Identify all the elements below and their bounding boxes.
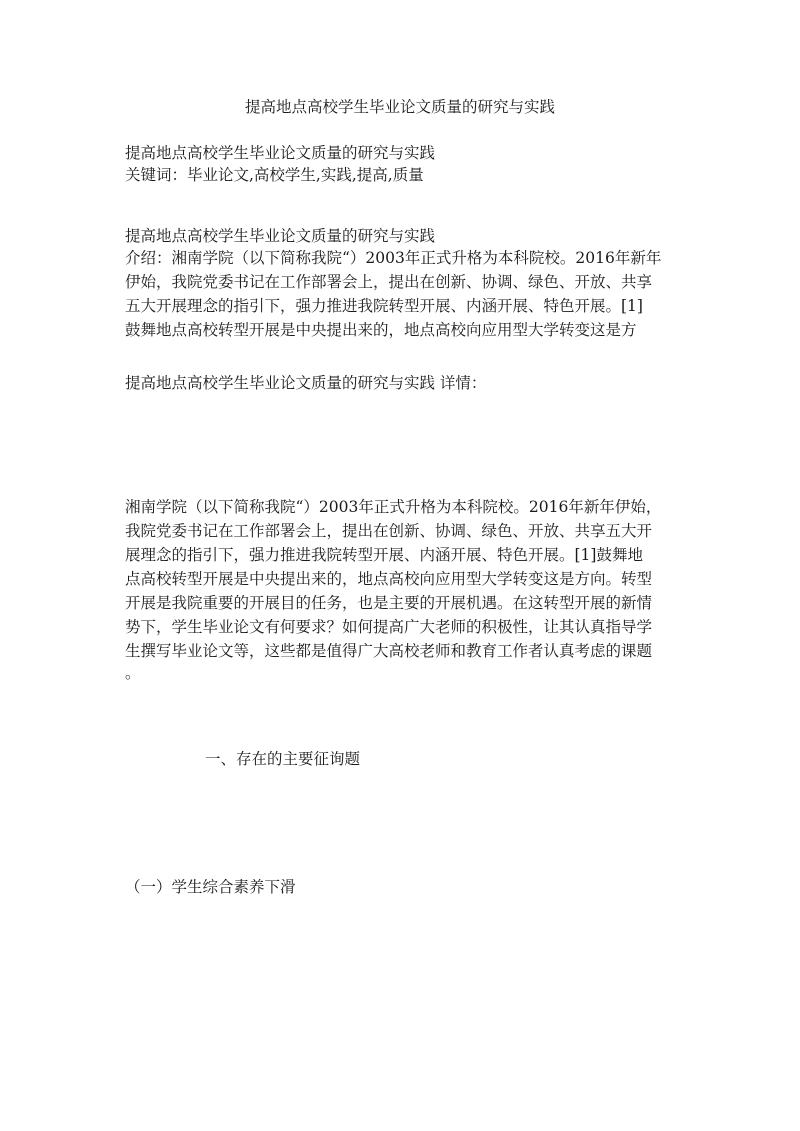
section-heading: 一、存在的主要征询题 bbox=[205, 750, 361, 768]
intro-line: 五大开展理念的指引下，强力推进我院转型开展、内涵开展、特色开展。[1] bbox=[125, 297, 643, 315]
details-heading: 提高地点高校学生毕业论文质量的研究与实践 详情： bbox=[125, 374, 487, 392]
keywords-line: 关键词：毕业论文,高校学生,实践,提高,质量 bbox=[125, 166, 424, 184]
document-title: 提高地点高校学生毕业论文质量的研究与实践 bbox=[244, 98, 555, 116]
body-line: 湘南学院（以下简称我院“）2003年正式升格为本科院校。2016年新年伊始， bbox=[125, 498, 662, 516]
intro-line: 介绍：湘南学院（以下简称我院“）2003年正式升格为本科院校。2016年新年 bbox=[125, 249, 662, 267]
meta-heading: 提高地点高校学生毕业论文质量的研究与实践 bbox=[125, 144, 436, 162]
body-line: 我院党委书记在工作部署会上，提出在创新、协调、绿色、开放、共享五大开 bbox=[125, 522, 653, 540]
intro-line: 伊始，我院党委书记在工作部署会上，提出在创新、协调、绿色、开放、共享 bbox=[125, 273, 653, 291]
body-line: 点高校转型开展是中央提出来的，地点高校向应用型大学转变这是方向。转型 bbox=[125, 570, 653, 588]
body-line: 势下，学生毕业论文有何要求？如何提高广大老师的积极性，让其认真指导学 bbox=[125, 618, 653, 636]
body-line: 生撰写毕业论文等，这些都是值得广大高校老师和教育工作者认真考虑的课题 bbox=[125, 642, 653, 660]
intro-heading: 提高地点高校学生毕业论文质量的研究与实践 bbox=[125, 227, 436, 245]
body-line: 展理念的指引下，强力推进我院转型开展、内涵开展、特色开展。[1]鼓舞地 bbox=[125, 546, 643, 564]
body-line: 开展是我院重要的开展目的任务，也是主要的开展机遇。在这转型开展的新情 bbox=[125, 594, 653, 612]
body-line: 。 bbox=[125, 664, 141, 682]
intro-line: 鼓舞地点高校转型开展是中央提出来的，地点高校向应用型大学转变这是方 bbox=[125, 321, 637, 339]
subsection-heading: （一）学生综合素养下滑 bbox=[125, 878, 296, 896]
